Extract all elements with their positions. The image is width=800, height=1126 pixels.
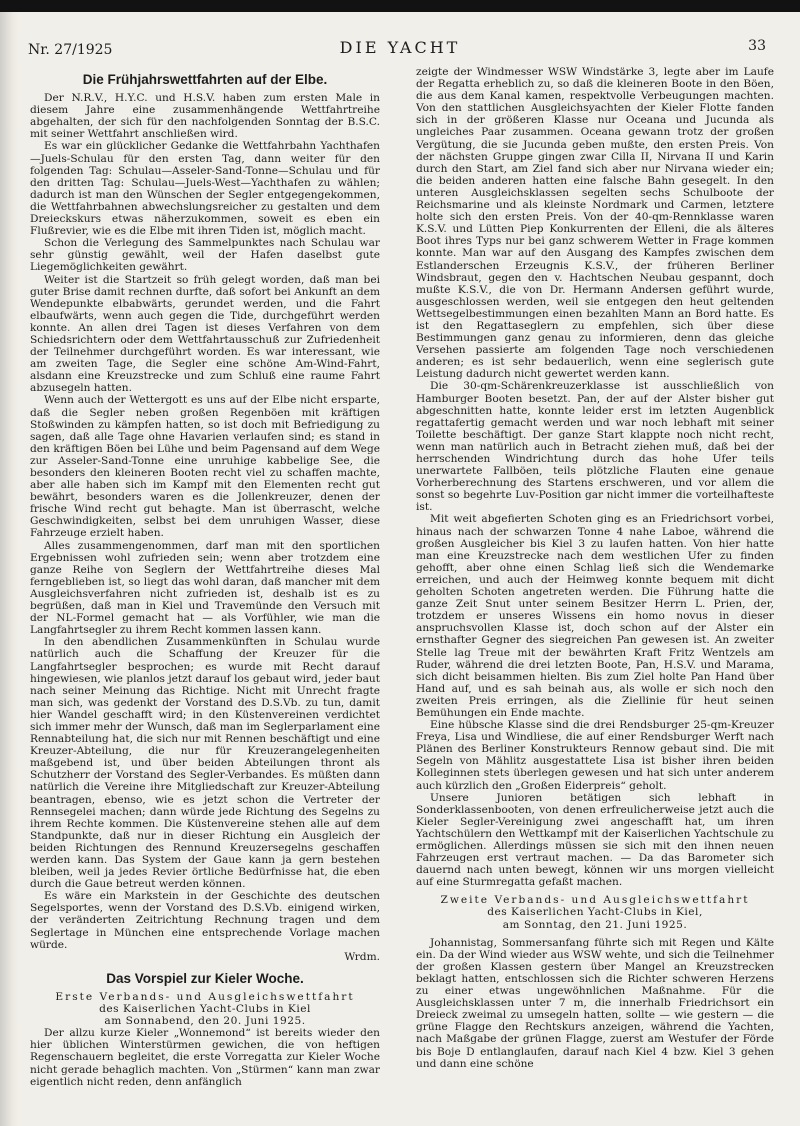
subheading-line: des Kaiserlichen Yacht-Clubs in Kiel — [99, 1003, 311, 1016]
paragraph: Johannistag, Sommersanfang führte sich mit Regen und Kälte ein. Da der Wind wieder aus WSW wehte, und sich die Teilnehmer der großen Klassen gestern über Mangel an Kreuzstrecken beklagt hatten, entschlossen sich die Richter schweren Herzens zu einer etwas ungewöhnlichen Maßnahme. Für die Ausgleichsklassen unter 7 m, die innerhalb Friedrichsort ein Dreieck zweimal zu umsegeln hatten, sollte — wie gestern — die grüne Flagge den Rechtskurs anzeigen, während die Yachten, nach Maßgabe der grünen Flagge, zuerst am Westufer der Förde bis Boje D entlanglaufen, darauf nach Kiel 4 bzw. Kiel 3 gehen und dann eine schöne — [416, 936, 774, 1070]
article-title-elbe: Die Frühjahrswettfahrten auf der Elbe. — [82, 72, 328, 87]
paragraph: Der N.R.V., H.Y.C. und H.S.V. haben zum ersten Male in diesem Jahre eine zusammenhängende Wettfahrtreihe abgehalten, der sich für den nachfolgenden Sonntag der B.S.C. mit seiner Wettfahrt anschließen wird. — [30, 92, 380, 141]
issue-number: Nr. 27/1925 — [28, 42, 113, 58]
paragraph: Schon die Verlegung des Sammelpunktes nach Schulau war sehr günstig gewählt, weil der Hafen daselbst gute Liegemöglichkeiten gewährt. — [30, 237, 380, 274]
paragraph: Es wäre ein Markstein in der Geschichte des deutschen Segelsportes, wenn der Vorstand des D.S.Vb. einigend wirken, der veränderten Zeitrichtung Rechnung tragen und dem Seglertage in München eine entsprechende Vorlage machen würde. — [30, 890, 380, 951]
paragraph: Eine hübsche Klasse sind die drei Rendsburger 25-qm-Kreuzer Freya, Lisa und Windliese, die auf einer Rendsburger Werft nach Plänen des Berliner Konstrukteurs Rennow gebaut sind. Die mit Segeln von Mählitz ausgestattete Lisa ist bisher ihren beiden Kolleginnen stets überlegen gewesen und hat sich unter anderem auch kürzlich den „Großen Eiderpreis“ geholt. — [416, 719, 774, 792]
subheading-line: am Sonntag, den 21. Juni 1925. — [502, 918, 688, 931]
author-signature: Wrdm. — [344, 950, 380, 963]
paragraph: Weiter ist die Startzeit so früh gelegt worden, daß man bei guter Brise damit rechnen durfte, daß sofort bei Ankunft an dem Wendepunkte elbabwärts, gerundet werden, und die Fahrt elbaufwärts, wenn auch gegen die Tide, durchgeführt werden konnte. An allen drei Tagen ist dieses Verfahren von dem Schiedsrichtern oder dem Wettfahrtausschuß zur Zufriedenheit der Teilnehmer durchgeführt worden. Es war interessant, wie am zweiten Tage, die Segler eine schöne Am-Wind-Fahrt, alsdann eine Kreuzstrecke und zum Schluß eine raume Fahrt abzusegeln hatten. — [30, 273, 380, 395]
right-column — [416, 66, 774, 1118]
paragraph: In den abendlichen Zusammenkünften in Schulau wurde natürlich auch die Schaffung der Kreuzer für die Langfahrtsegler besprochen; es wurde mit Recht darauf hingewiesen, wie planlos jetzt darauf los gebaut wird, jeder baut nach seiner Meinung das Richtige. Nicht mit Unrecht fragte man sich, was gedenkt der Vorstand des D.S.Vb. zu tun, damit hier Wandel geschafft wird; in den Küstenvereinen verdichtet sich immer mehr der Wunsch, daß man im Seglerparlament eine Rennabteilung hat, die sich nur mit Rennen beschäftigt und eine Kreuzer-Abteilung, die nur für Kreuzerangelegenheiten maßgebend ist, und über beiden Abteilungen thront als Schutzherr der Vorstand des Segler-Verbandes. Es müßten dann natürlich die Vereine ihre Mitgliedschaft zur Kreuzer-Abteilung beantragen, ebenso, wie es jetzt schon die Vertreter der Rennsegelei machen; dann würde jede Richtung des Segelns zu ihrem Rechte kommen. Die Küstenvereine stehen alle auf dem Standpunkte, daß nur in dieser Richtung ein Ausgleich der beiden Richtungen des Rennund Kreuzersegelns geschaffen werden kann. Das System der Gaue kann ja gern bestehen bleiben, weil ja jedes Revier örtliche Bedürfnisse hat, die eben durch die Gaue betreut werden können. — [30, 636, 380, 891]
page-binding-edge — [0, 12, 18, 1126]
subheading-line: am Sonnabend, den 20. Juni 1925. — [104, 1015, 306, 1028]
scan-top-border — [0, 0, 800, 12]
journal-title: DIE YACHT — [339, 38, 461, 57]
left-column — [30, 66, 380, 1118]
page-header — [28, 38, 772, 62]
paragraph: Der allzu kurze Kieler „Wonnemond“ ist bereits wieder den hier üblichen Winterstürmen gewichen, die von heftigen Regenschauern begleitet, die erste Vorregatta zur Kieler Woche nicht gerade behaglich machten. Von „Stürmen“ kann man zwar eigentlich nicht reden, denn anfänglich — [30, 1027, 380, 1088]
paragraph: Alles zusammengenommen, darf man mit den sportlichen Ergebnissen wohl zufrieden sein; wenn aber trotzdem eine ganze Reihe von Seglern der Wettfahrtreihe dieses Mal ferngeblieben ist, so liegt das wohl daran, daß mancher mit dem Ausgleichsverfahren nicht zufrieden ist, deshalb ist es zu begrüßen, daß man in Kiel und Travemünde den Versuch mit der NL-Formel gemacht hat — als Vorfühler, wie man die Langfahrtsegler zu ihrem Recht kommen lassen kann. — [30, 539, 380, 637]
subheading-line: Erste Verbands- und Ausgleichswettfahrt — [55, 990, 355, 1003]
article-title-kieler-woche: Das Vorspiel zur Kieler Woche. — [106, 970, 304, 986]
page-number: 33 — [748, 38, 766, 54]
paragraph: zeigte der Windmesser WSW Windstärke 3, legte aber im Laufe der Regatta erheblich zu, so daß die kleineren Boote in den Böen, die aus dem Kanal kamen, respektvolle Verbeugungen machten. Von den stattlichen Ausgleichsyachten der Kieler Flotte fanden sich in der größeren Klasse nur Oceana und Jucunda als ungleiches Paar zusammen. Oceana gewann trotz der großen Vergütung, die sie Jucunda geben mußte, den ersten Preis. Von der nächsten Gruppe gingen zwar Cilla II, Nirvana II und Karin durch den Start, am Ziel fand sich aber nur Nirvana wieder ein; die beiden anderen hatten eine falsche Bahn gesegelt. In den unteren Ausgleichsklassen segelten sechs Schulboote der Reichsmarine und als kleinste Nordmark und Carmen, letztere holte sich den ersten Preis. Von der 40-qm-Rennklasse waren K.S.V. und Lütten Piep Konkurrenten der Elleni, die als älteres Boot ihres Typs nur bei ganz schwerem Wetter in Frage kommen konnte. Man war auf den Ausgang des Kampfes zwischen dem Estlanderschen Erzeugnis K.S.V., der früheren Berliner Windsbraut, gegen den v. Hachtschen Neubau gespannt, doch mußte K.S.V., die von Dr. Hermann Andersen geführt wurde, ausgeschlossen werden, weil sie entgegen den heut geltenden Wettsegelbestimmungen einen bezahlten Mann an Bord hatte. Es ist den Regattaseglern zu empfehlen, sich über diese Bestimmungen ganz genau zu informieren, denn das gleiche Versehen passierte am folgenden Tage noch verschiedenen anderen; es ist sehr bedauerlich, wenn eine seglerisch gute Leistung dadurch nicht gewertet werden kann. — [416, 66, 774, 381]
paragraph: Mit weit abgefierten Schoten ging es an Friedrichsort vorbei, hinaus nach der schwarzen Tonne 4 nahe Laboe, während die großen Ausgleicher bis Kiel 3 zu laufen hatten. Von hier hatte man eine Kreuzstrecke nach dem westlichen Ufer zu finden gehofft, aber ohne einen Schlag ließ sich die Wendemarke erreichen, und auch der Heimweg konnte bequem mit dicht geholten Schoten angetreten werden. Die Führung hatte die ganze Zeit Snut unter seinem Besitzer Herrn L. Prien, der, trotzdem er unseres Wissens ein homo novus in dieser anspruchsvollen Klasse ist, doch schon auf der Alster ein ernsthafter Gegner des siegreichen Pan gewesen ist. An zweiter Stelle lag Treue mit der bewährten Kraft Fritz Wentzels am Ruder, während die drei letzten Boote, Pan, H.S.V. und Marama, sich dicht beisammen hielten. Bis zum Ziel holte Pan Hand über Hand auf, und es sah beinah aus, als wolle er sich noch den zweiten Preis erringen, als die Ziellinie für heut seinen Bemühungen ein Ende machte. — [416, 513, 774, 719]
paragraph: Unsere Junioren betätigen sich lebhaft in Sonderklassenbooten, von denen erfreulicherweise jetzt auch die Kieler Segler-Vereinigung zwei angeschafft hat, um ihren Yachtschülern den Wettkampf mit der Kaiserlichen Yachtschule zu ermöglichen. Allerdings müssen sie sich mit den ihnen neuen Fahrzeugen erst vertraut machen. — Da das Barometer sich dauernd nach unten bewegt, können wir uns morgen vielleicht auf eine Sturmregatta gefaßt machen. — [416, 791, 774, 889]
paragraph: Es war ein glücklicher Gedanke die Wettfahrbahn Yachthafen—Juels-Schulau für den ersten Tag, dann weiter für den folgenden Tag: Schulau—Asseler-Sand-Tonne—Schulau und für den dritten Tag: Schulau—Juels-West—Yachthafen zu wählen; dadurch ist man den Wünschen der Segler entgegengekommen, die Wettfahrbahnen abwechslungsreicher zu gestalten und dem Dreieckskurs etwas näherzukommen, soweit es eben ein Flußrevier, wie es die Elbe mit ihren Tiden ist, möglich macht. — [30, 140, 380, 238]
subheading-line: des Kaiserlichen Yacht-Clubs in Kiel, — [487, 906, 703, 919]
paragraph: Die 30-qm-Schärenkreuzerklasse ist ausschließlich von Hamburger Booten besetzt. Pan, der auf der Alster bisher gut abgeschnitten hatte, konnte leider erst im letzten Augenblick regattafertig gemacht werden und war noch lebhaft mit seiner Toilette beschäftigt. Der ganze Start klappte noch nicht recht, wenn man natürlich auch in Betracht ziehen muß, daß bei der herrschenden Windrichtung durch das hohe Ufer teils unerwartete Fallböen, teils plötzliche Flauten eine genaue Vorherberechnung des Startens erschweren, und vor allem die sonst so begehrte Luv-Position gar nicht immer die vorteilhafteste ist. — [416, 380, 774, 514]
subheading-line: Zweite Verbands- und Ausgleichswettfahrt — [440, 894, 750, 907]
paragraph: Wenn auch der Wettergott es uns auf der Elbe nicht ersparte, daß die Segler neben großen Regenböen mit kräftigen Stoßwinden zu kämpfen hatten, so ist doch mit Befriedigung zu sagen, daß alle Tage ohne Havarien verlaufen sind; es stand in den kräftigen Böen bei Lühe und beim Pagensand auf dem Wege zur Asseler-Sand-Tonne eine unruhige kabbelige See, die besonders den kleineren Booten recht viel zu schaffen machte, aber alle haben sich im Kampf mit den Elementen recht gut bewährt, besonders waren es die Jollenkreuzer, denen der frische Wind recht gut behagte. Man ist überrascht, welche Geschwindigkeiten, selbst bei dem unruhigen Wasser, diese Fahrzeuge erzielt haben. — [30, 394, 380, 540]
